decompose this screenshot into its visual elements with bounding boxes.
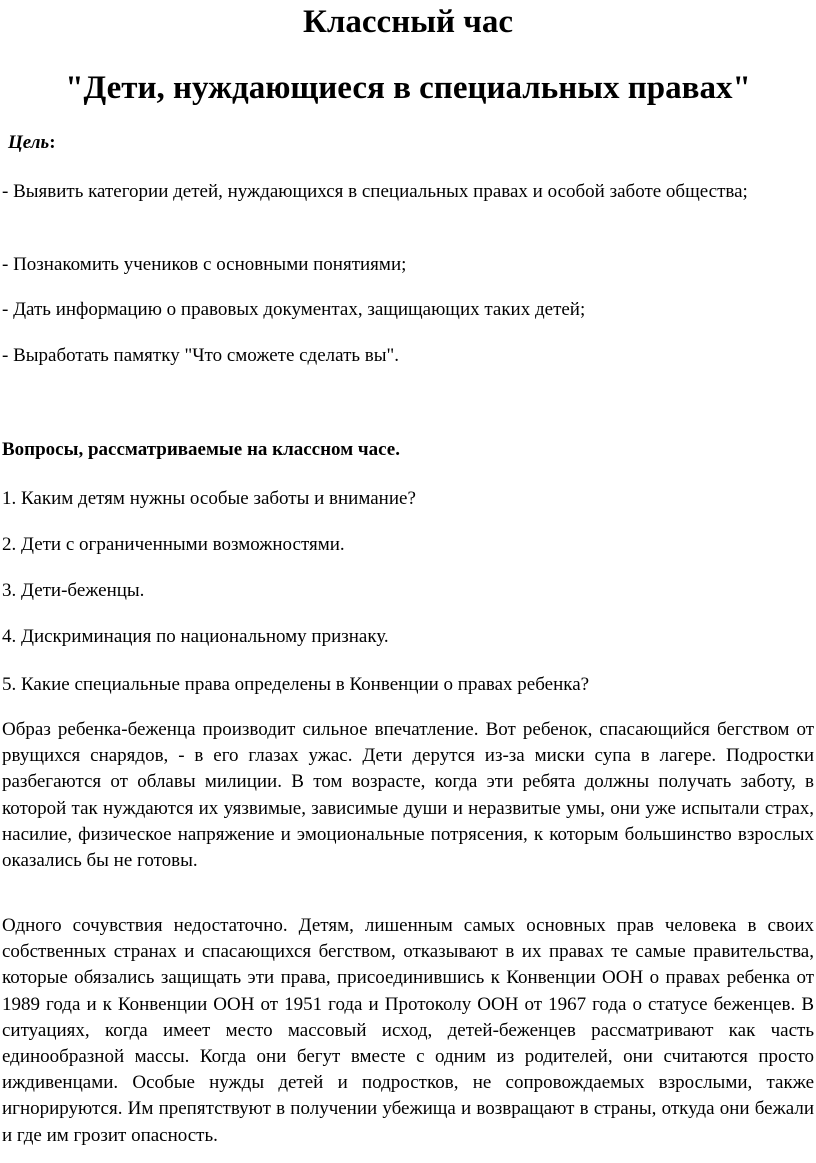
goal-item: - Выявить категории детей, нуждающихся в специальных правах и особой заботе общества;: [2, 181, 748, 202]
question-item: 1. Каким детям нужны особые заботы и внимание?: [2, 488, 416, 509]
page-subtitle: "Дети, нуждающиеся в специальных правах": [65, 70, 751, 106]
goal-item: - Познакомить учеников с основными понятиями;: [2, 254, 407, 275]
goal-item: - Дать информацию о правовых документах, защищающих таких детей;: [2, 299, 586, 320]
goal-heading: [8, 132, 56, 154]
question-item: 4. Дискриминация по национальному признаку.: [2, 626, 389, 647]
question-item: 3. Дети-беженцы.: [2, 580, 145, 601]
goal-colon: :: [49, 132, 56, 153]
question-item: 5. Какие специальные права определены в Конвенции о правах ребенка?: [2, 674, 590, 695]
question-item: 2. Дети с ограниченными возможностями.: [2, 534, 345, 555]
goal-label-text: Цель: [8, 132, 50, 153]
page-title: Классный час: [302, 4, 514, 40]
goal-item: - Выработать памятку "Что сможете сделать вы".: [2, 345, 400, 366]
questions-heading: Вопросы, рассматриваемые на классном часе.: [2, 439, 400, 460]
body-paragraph: Образ ребенка-беженца производит сильное впечатление. Вот ребенок, спасающийся бегством от рвущихся снарядов, - в его глазах ужас. Дети дерутся из-за миски супа в лагере. Подростки разбегаются от облавы милиции. В том возрасте, когда эти ребята должны получать заботу, в которой так нуждаются их уязвимые, зависимые души и неразвитые умы, они уже испытали страх, насилие, физическое напряжение и эмоциональные потрясения, к которым большинство взрослых оказались бы не готовы.: [2, 719, 814, 872]
body-paragraph: Одного сочувствия недостаточно. Детям, лишенным самых основных прав человека в своих собственных странах и спасающихся бегством, отказывают в их правах те самые правительства, которые обязались защищать эти права, присоединившись к Конвенции ООН о правах ребенка от 1989 года и к Конвенции ООН от 1951 года и Протоколу ООН от 1967 года о статусе беженцев. В ситуациях, когда имеет место массовый исход, детей-беженцев рассматривают как часть единообразной массы. Когда они бегут вместе с одним из родителей, они считаются просто иждивенцами. Особые нужды детей и подростков, не сопровождаемых взрослыми, также игнорируются. Им препятствуют в получении убежища и возвращают в страны, откуда они бежали и где им грозит опасность.: [2, 915, 814, 1146]
